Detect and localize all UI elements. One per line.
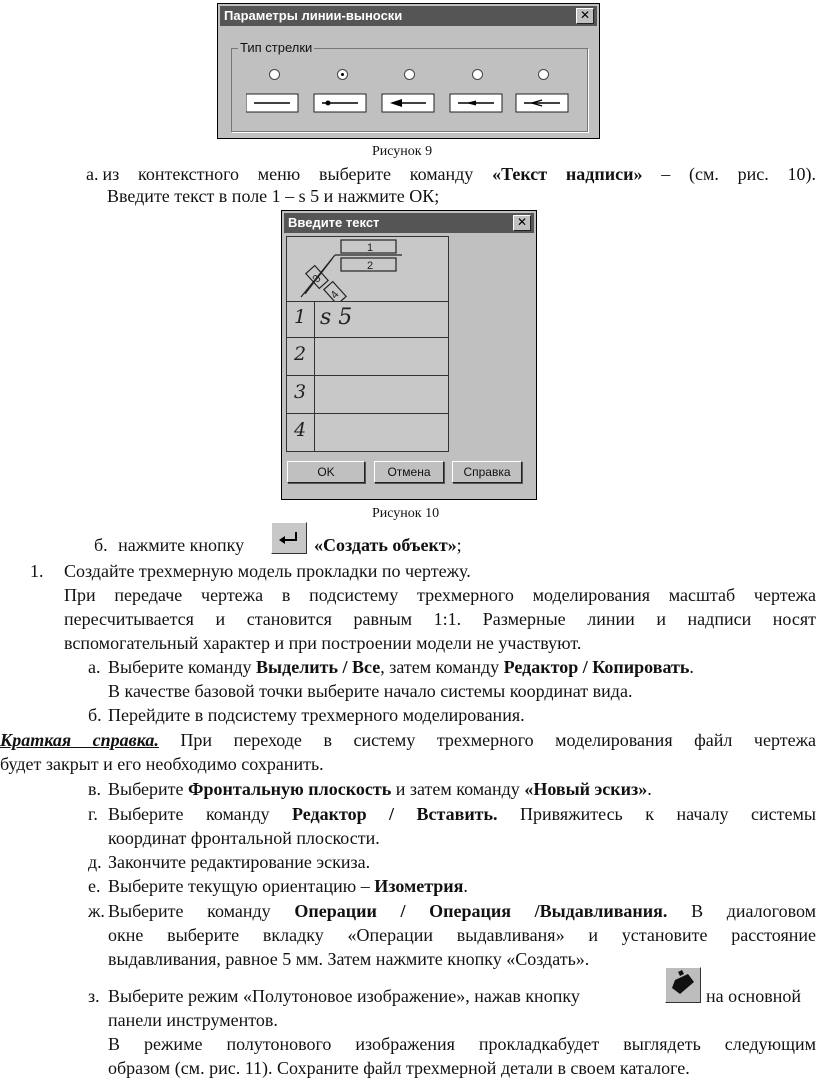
step-a-text: из контекстного меню выберите команду — [102, 164, 493, 184]
sub-g-text: Выберите команду — [108, 804, 292, 824]
sub-zh-line1 — [108, 900, 816, 923]
step-b-text: нажмите кнопку — [118, 535, 245, 555]
sub-g-marker: г. — [88, 804, 98, 824]
sub-zh-line3: выдавливания, равное 5 мм. Затем нажмите кнопку «Создать». — [108, 949, 590, 969]
sub-zh-text-2: В диалоговом — [667, 901, 816, 921]
table-row[interactable] — [287, 338, 448, 376]
step-a-ref: – (см. рис. 10). — [642, 164, 816, 184]
header-label-3: 3 — [310, 272, 324, 286]
sub-v-text-3: . — [647, 779, 652, 799]
sub-zh-marker: ж. — [88, 901, 105, 921]
item1-marker: 1. — [30, 561, 44, 581]
sub-zh-text: Выберите команду — [108, 901, 295, 921]
step-a-marker: а. — [86, 164, 99, 184]
figure10-title: Введите текст — [288, 215, 380, 230]
sub-v-marker: в. — [88, 779, 101, 799]
close-icon[interactable]: ✕ — [513, 215, 531, 231]
sub-a-text: Выберите команду — [108, 657, 257, 677]
sub-e-marker: е. — [88, 876, 101, 896]
sub-e-command: Изометрия — [374, 876, 464, 896]
arrow-type-group — [231, 48, 588, 132]
arrow-type-radio-3[interactable] — [404, 69, 415, 80]
figure10-dialog — [281, 210, 537, 500]
note-line1 — [0, 729, 816, 752]
sub-zh-command: Операции / Операция /Выдавливания. — [294, 901, 668, 921]
table-row[interactable] — [287, 414, 448, 451]
note-label: Краткая справка. — [0, 730, 159, 750]
shaded-view-button[interactable] — [665, 967, 701, 1003]
item1-title: Создайте трехмерную модель прокладки по чертежу. — [64, 561, 471, 581]
table-row[interactable] — [287, 376, 448, 414]
sub-b-marker: б. — [88, 705, 102, 725]
cancel-button[interactable]: Отмена — [374, 461, 444, 483]
arrow-type-radio-1[interactable] — [269, 69, 280, 80]
arrow-type-radio-5[interactable] — [538, 69, 549, 80]
create-object-button[interactable] — [271, 522, 307, 554]
sub-a-command-1: Выделить / Все — [256, 657, 381, 677]
arrow-type-radio-4[interactable] — [472, 69, 483, 80]
ok-button[interactable]: OK — [287, 461, 365, 483]
figure9-dialog — [217, 3, 600, 139]
item1-para-line2: пересчитывается и становится равным 1:1. Размерные линии и надписи носят — [64, 609, 816, 629]
sub-g-command: Редактор / Вставить. — [291, 804, 498, 824]
close-icon[interactable]: ✕ — [576, 8, 594, 24]
sub-d-text: Закончите редактирование эскиза. — [108, 852, 371, 872]
sub-a-line1 — [108, 656, 694, 679]
leader-preview-icon — [287, 237, 449, 301]
sub-e-text: Выберите текущую ориентацию – — [108, 876, 375, 896]
figure9-title: Параметры линии-выноски — [224, 8, 403, 23]
row-text-input[interactable]: s 5 — [320, 305, 353, 330]
sub-z-text-2: на основной — [706, 986, 801, 1006]
header-label-2: 2 — [367, 260, 374, 272]
sub-a-command-2: Редактор / Копировать — [503, 657, 690, 677]
sub-g-line2: координат фронтальной плоскости. — [108, 828, 380, 848]
shaded-cube-icon — [666, 968, 700, 1002]
step-b-command-line — [314, 534, 462, 557]
arrow-previews — [246, 92, 576, 116]
sub-a-text-2: , затем команду — [380, 657, 504, 677]
sub-z-line4: образом (см. рис. 11). Сохраните файл трехмерной детали в своем каталоге. — [108, 1058, 690, 1078]
arrow-type-group-label: Тип стрелки — [240, 40, 313, 55]
note-text-1: При переходе в систему трехмерного моделирования файл чертежа — [158, 730, 816, 750]
note-line2: будет закрыт и его необходимо сохранить. — [0, 754, 324, 774]
step-b-tail: ; — [456, 535, 462, 555]
sub-zh-line2: окне выберите вкладку «Операции выдавливаня» и установите расстояние — [108, 925, 816, 945]
figure9-titlebar — [220, 6, 597, 26]
figure10-titlebar — [284, 213, 534, 233]
sub-e-line — [108, 875, 468, 898]
sub-a-line2: В качестве базовой точки выберите начало системы координат вида. — [108, 681, 633, 701]
step-a-line1 — [86, 163, 816, 186]
sub-d-marker: д. — [88, 852, 102, 872]
item1-para-line3: вспомогательный характер и при построении модели не участвуют. — [64, 633, 582, 653]
sub-b-text: Перейдите в подсистему трехмерного моделирования. — [108, 705, 525, 725]
sub-v-line — [108, 778, 652, 801]
item1-para-line1: При передаче чертежа в подсистему трехмерного моделирования масштаб чертежа — [64, 585, 816, 605]
sub-z-line2: панели инструментов. — [108, 1010, 278, 1030]
sub-e-text-2: . — [463, 876, 468, 896]
table-row[interactable] — [287, 301, 448, 338]
step-b-marker: б. — [94, 535, 108, 555]
figure10-caption: Рисунок 10 — [372, 506, 440, 521]
step-b — [94, 534, 244, 557]
row-number: 4 — [294, 419, 307, 441]
sub-v-command-1: Фронтальную плоскость — [188, 779, 392, 799]
sub-a-marker: а. — [88, 657, 101, 677]
row-number: 3 — [294, 381, 307, 403]
sub-z-text-1: Выберите режим «Полутоновое изображение», нажав кнопку — [108, 986, 580, 1006]
step-a-line2: Введите текст в поле 1 – s 5 и нажмите ОК; — [107, 186, 440, 206]
sub-a-text-3: . — [689, 657, 694, 677]
sub-g-text-2: Привяжитесь к началу системы — [497, 804, 816, 824]
header-label-4: 4 — [328, 288, 342, 301]
sub-z-line3: В режиме полутонового изображения прокладкабудет выглядеть следующим — [108, 1034, 816, 1054]
row-number: 2 — [294, 343, 307, 365]
sub-v-text: Выберите — [108, 779, 188, 799]
sub-z-marker: з. — [88, 986, 100, 1006]
help-button[interactable]: Справка — [452, 461, 522, 483]
figure9-caption: Рисунок 9 — [372, 144, 433, 159]
step-a-command: «Текст надписи» — [492, 164, 643, 184]
enter-arrow-icon — [272, 523, 306, 553]
row-number: 1 — [294, 306, 307, 328]
sub-g-line1 — [108, 803, 816, 826]
sub-v-text-2: и затем команду — [391, 779, 525, 799]
header-label-1: 1 — [367, 242, 374, 254]
step-b-command: «Создать объект» — [314, 535, 457, 555]
arrow-type-radio-2[interactable] — [337, 69, 348, 80]
sub-v-command-2: «Новый эскиз» — [524, 779, 648, 799]
